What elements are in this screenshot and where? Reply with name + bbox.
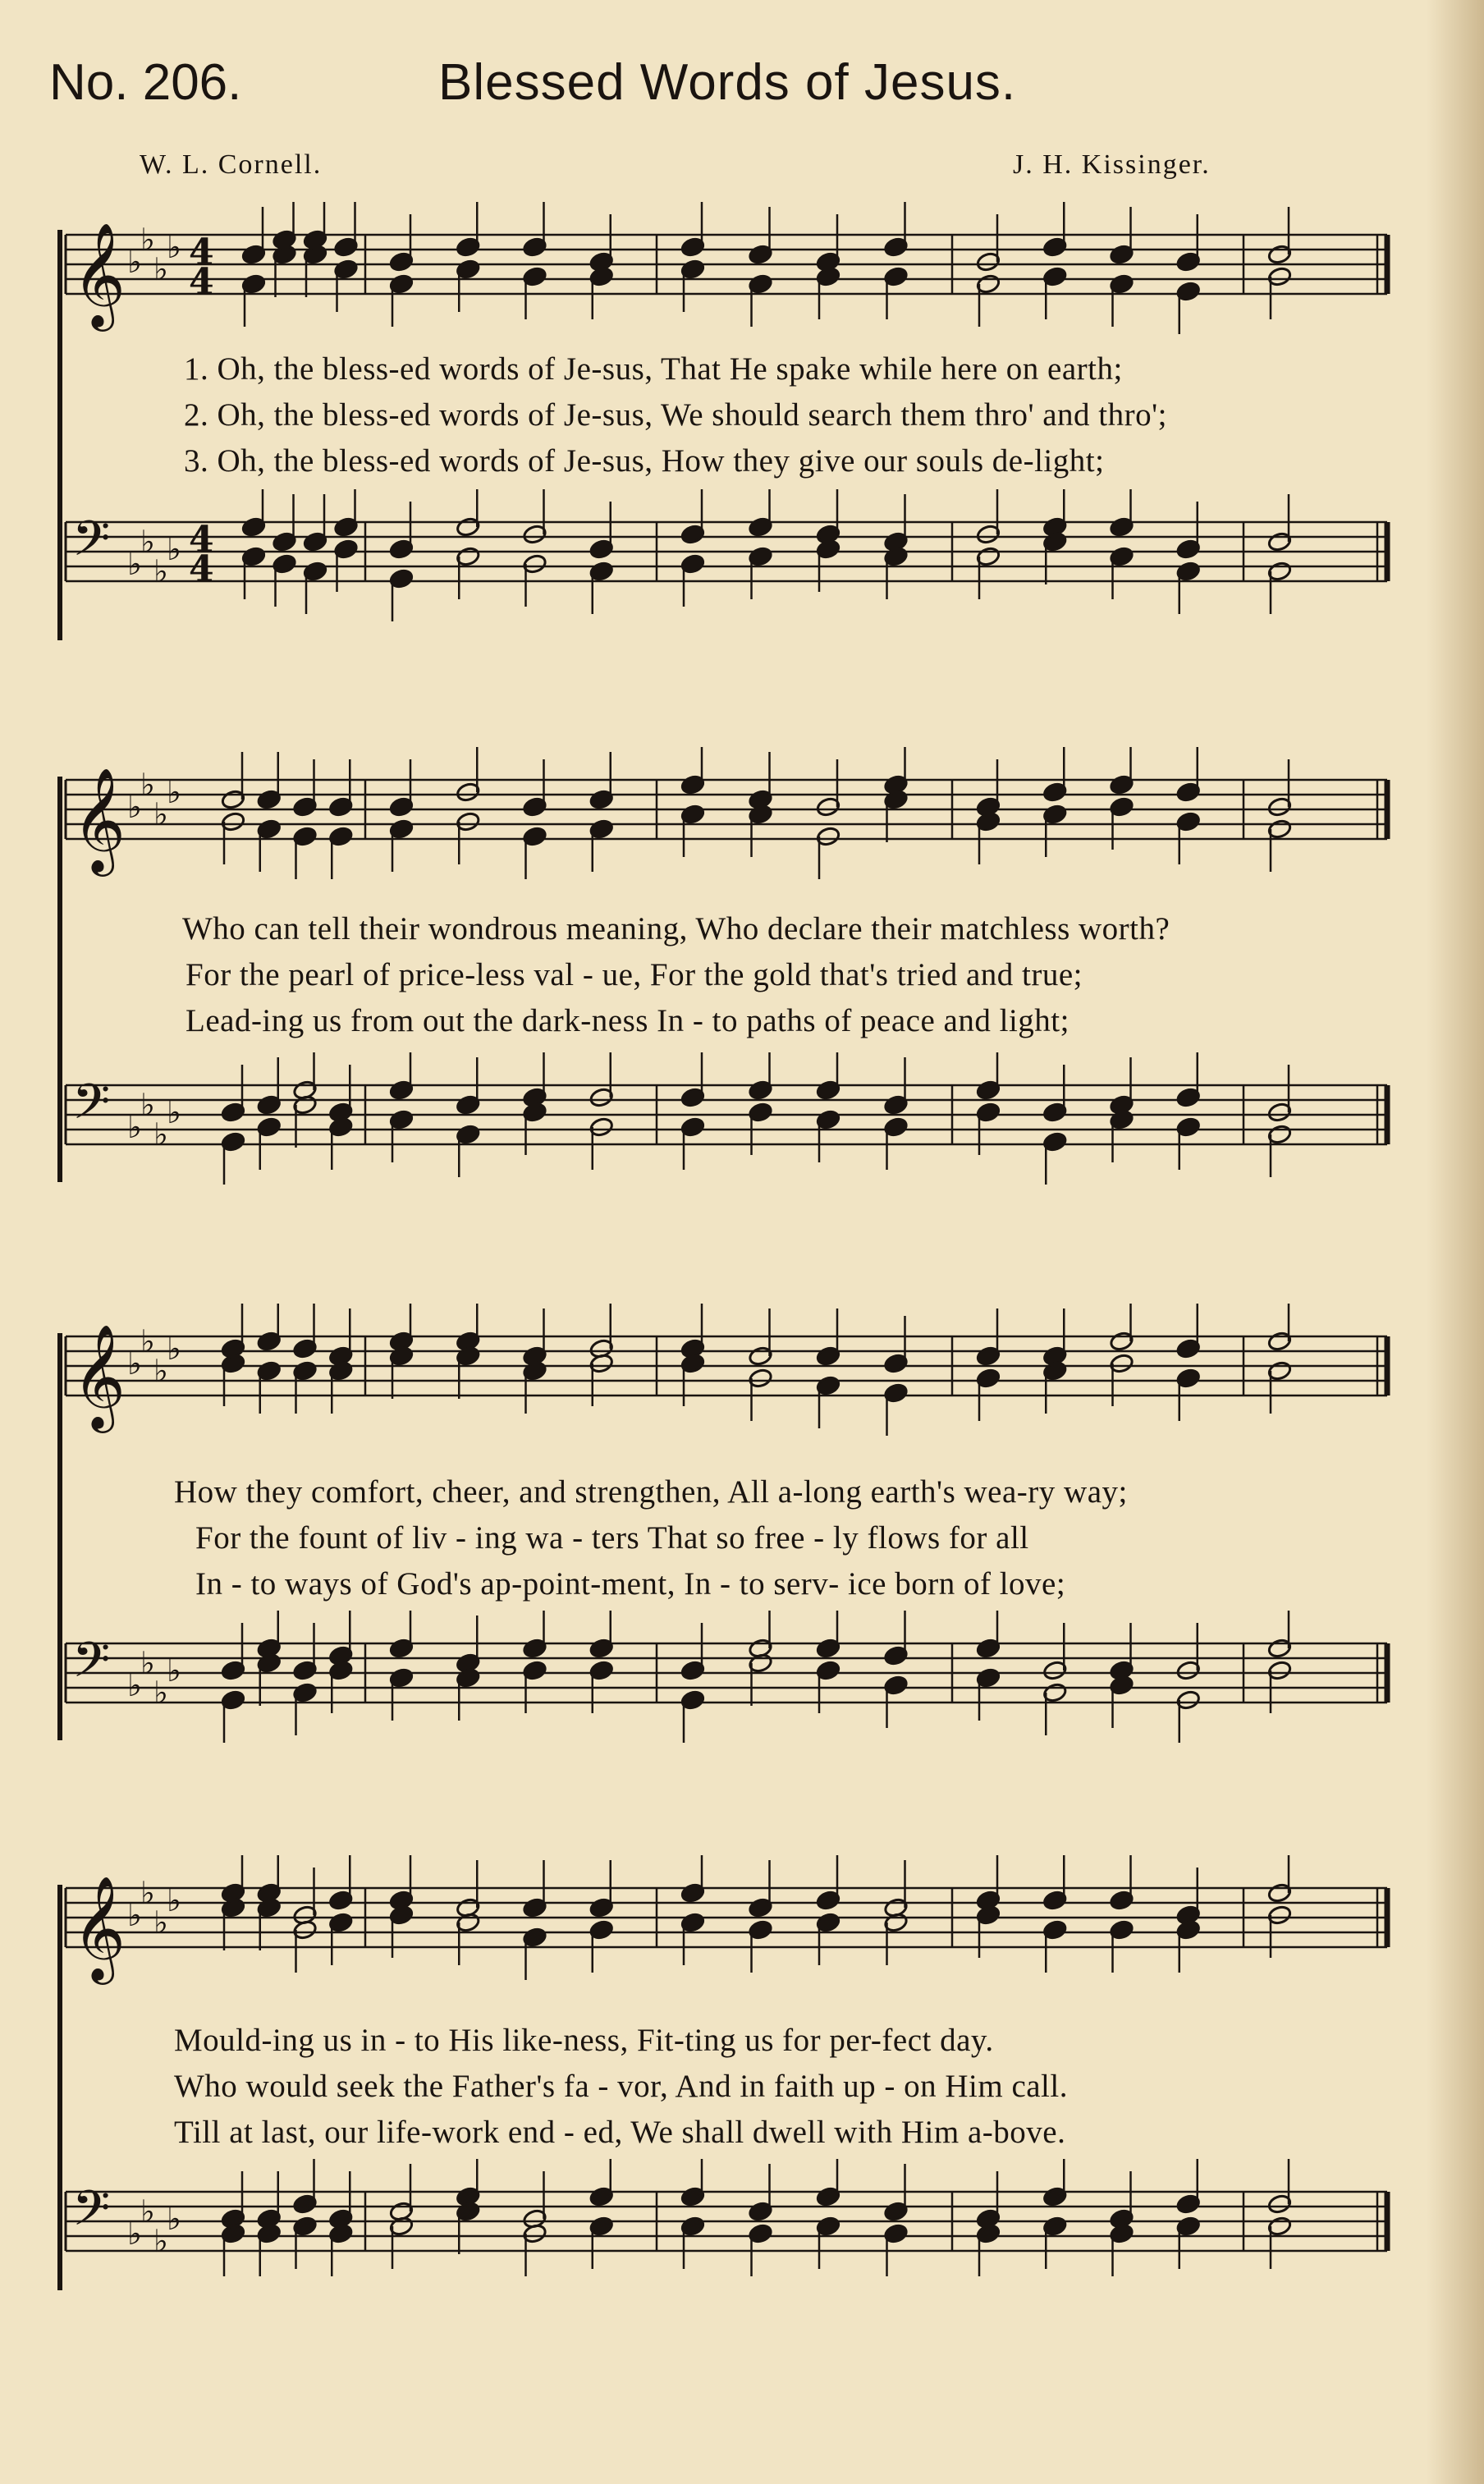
treble-clef-icon: 𝄞 bbox=[72, 767, 126, 872]
treble-staff-2 bbox=[0, 747, 1484, 911]
bass-staff-2 bbox=[0, 1052, 1484, 1217]
lyric-line: For the pearl of price-less val - ue, For the gold that's tried and true; bbox=[186, 957, 1083, 992]
bass-clef-icon: 𝄢 bbox=[72, 2179, 111, 2248]
bass-clef-icon: 𝄢 bbox=[72, 510, 111, 579]
flat-icon: ♭ bbox=[140, 1087, 155, 1123]
flat-icon: ♭ bbox=[140, 524, 155, 560]
flat-icon: ♭ bbox=[140, 222, 155, 258]
flat-icon: ♭ bbox=[167, 1331, 181, 1367]
flat-icon: ♭ bbox=[167, 229, 181, 265]
lyric-line: 3. Oh, the bless-ed words of Je-sus, How they give our souls de-light; bbox=[184, 443, 1105, 479]
flat-icon: ♭ bbox=[167, 2201, 181, 2237]
lyric-line: Mould-ing us in - to His like-ness, Fit-ting us for per-fect day. bbox=[174, 2023, 994, 2058]
time-signature-bottom: 4 bbox=[189, 548, 214, 590]
system-brace bbox=[57, 1333, 62, 1740]
flat-icon: ♭ bbox=[153, 2223, 168, 2259]
time-signature-top: 4 bbox=[189, 231, 214, 273]
system-brace bbox=[57, 230, 62, 640]
time-signature-top: 4 bbox=[189, 519, 214, 561]
flat-icon: ♭ bbox=[153, 1353, 168, 1389]
lyric-line: Who would seek the Father's fa - vor, And in faith up - on Him call. bbox=[174, 2069, 1068, 2104]
lyric-line: Who can tell their wondrous meaning, Who declare their matchless worth? bbox=[182, 911, 1170, 946]
flat-icon: ♭ bbox=[140, 2193, 155, 2230]
page-edge-shadow bbox=[1427, 0, 1484, 2484]
flat-icon: ♭ bbox=[167, 1094, 181, 1130]
lyric-line: How they comfort, cheer, and strengthen, All a-long earth's wea-ry way; bbox=[174, 1474, 1128, 1510]
system-brace bbox=[57, 777, 62, 1182]
lyric-line: 1. Oh, the bless-ed words of Je-sus, That He spake while here on earth; bbox=[184, 351, 1123, 387]
flat-icon: ♭ bbox=[127, 1667, 142, 1703]
system-brace bbox=[57, 1885, 62, 2290]
flat-icon: ♭ bbox=[153, 1116, 168, 1153]
flat-icon: ♭ bbox=[153, 1675, 168, 1711]
flat-icon: ♭ bbox=[127, 244, 142, 280]
bass-staff-4 bbox=[0, 2159, 1484, 2323]
flat-icon: ♭ bbox=[140, 1645, 155, 1681]
flat-icon: ♭ bbox=[140, 1875, 155, 1911]
flat-icon: ♭ bbox=[153, 796, 168, 832]
composer-credit: J. H. Kissinger. bbox=[1013, 149, 1211, 180]
hymn-number: No. 206. bbox=[49, 54, 242, 111]
flat-icon: ♭ bbox=[153, 553, 168, 589]
bass-clef-icon: 𝄢 bbox=[72, 1073, 111, 1142]
flat-icon: ♭ bbox=[167, 1882, 181, 1918]
flat-icon: ♭ bbox=[127, 546, 142, 582]
treble-clef-icon: 𝄞 bbox=[72, 1323, 126, 1428]
time-signature-bottom: 4 bbox=[189, 261, 214, 303]
flat-icon: ♭ bbox=[167, 774, 181, 810]
flat-icon: ♭ bbox=[153, 251, 168, 287]
flat-icon: ♭ bbox=[140, 1323, 155, 1359]
treble-clef-icon: 𝄞 bbox=[72, 222, 126, 327]
treble-staff-1 bbox=[0, 202, 1484, 366]
lyric-line: For the fount of liv - ing wa - ters That so free - ly flows for all bbox=[195, 1520, 1029, 1556]
bass-staff-1 bbox=[0, 489, 1484, 678]
bass-staff-3 bbox=[0, 1611, 1484, 1775]
hymn-title: Blessed Words of Jesus. bbox=[438, 54, 1017, 111]
treble-staff-4 bbox=[0, 1855, 1484, 2019]
lyric-line: Lead-ing us from out the dark-ness In - to paths of peace and light; bbox=[186, 1003, 1069, 1038]
lyric-line: In - to ways of God's ap-point-ment, In - to serv- ice born of love; bbox=[195, 1566, 1066, 1602]
lyric-line: Till at last, our life-work end - ed, We shall dwell with Him a-bove. bbox=[174, 2115, 1066, 2150]
flat-icon: ♭ bbox=[127, 1109, 142, 1145]
flat-icon: ♭ bbox=[127, 789, 142, 825]
bass-clef-icon: 𝄢 bbox=[72, 1631, 111, 1700]
flat-icon: ♭ bbox=[127, 1345, 142, 1382]
flat-icon: ♭ bbox=[140, 767, 155, 803]
lyric-line: 2. Oh, the bless-ed words of Je-sus, We should search them thro' and thro'; bbox=[184, 397, 1167, 433]
flat-icon: ♭ bbox=[127, 1897, 142, 1933]
treble-staff-3 bbox=[0, 1304, 1484, 1468]
flat-icon: ♭ bbox=[127, 2216, 142, 2252]
flat-icon: ♭ bbox=[167, 531, 181, 567]
flat-icon: ♭ bbox=[167, 1652, 181, 1689]
lyricist-credit: W. L. Cornell. bbox=[140, 149, 323, 180]
treble-clef-icon: 𝄞 bbox=[72, 1875, 126, 1980]
flat-icon: ♭ bbox=[153, 1904, 168, 1941]
